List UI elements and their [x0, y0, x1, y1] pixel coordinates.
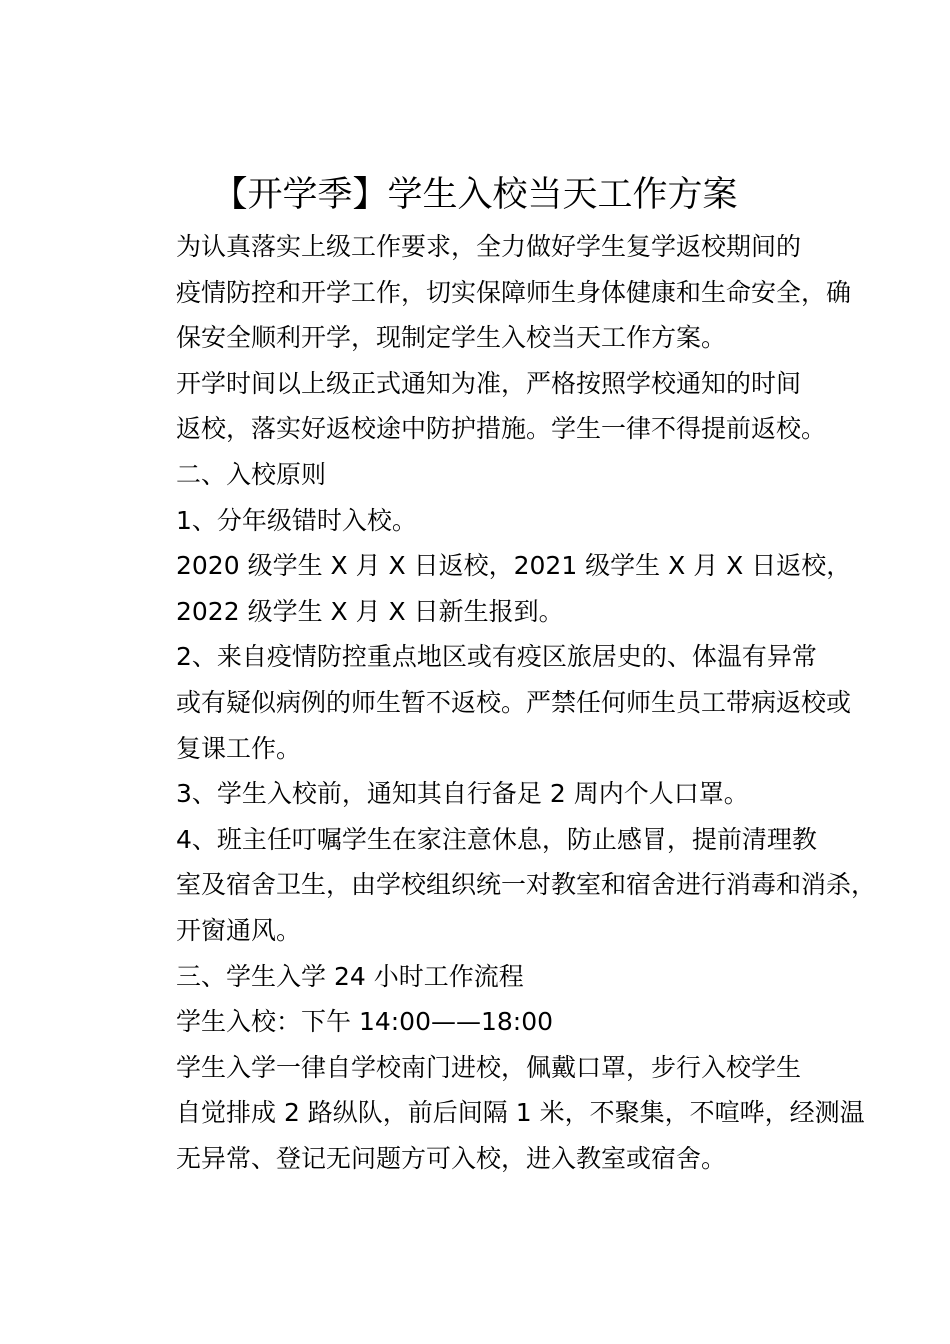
text-line: 室及宿舍卫生，由学校组织统一对教室和宿舍进行消毒和消杀，	[176, 870, 877, 900]
text-line: 或有疑似病例的师生暂不返校。严禁任何师生员工带病返校或	[176, 687, 852, 717]
paragraph-entry-time	[126, 999, 838, 1045]
section-heading-24h-workflow	[126, 954, 838, 1000]
paragraph-intro	[126, 224, 852, 361]
text-line: 2、来自疫情防控重点地区或有疫区旅居史的、体温有异常	[176, 642, 817, 672]
text-line: 4、班主任叮嘱学生在家注意休息，防止感冒，提前清理教	[176, 824, 817, 854]
paragraph-start-time	[126, 361, 838, 452]
list-item-3	[126, 771, 838, 817]
text-line: 疫情防控和开学工作，切实保障师生身体健康和生命安全，确	[176, 277, 852, 307]
text-line: 复课工作。	[176, 733, 302, 763]
text-line: 1、分年级错时入校。	[176, 505, 417, 535]
text-line: 二、入校原则	[176, 459, 327, 489]
text-line: 3、学生入校前，通知其自行备足 2 周内个人口罩。	[176, 779, 749, 809]
text-line: 学生入学一律自学校南门进校，佩戴口罩，步行入校学生	[176, 1052, 802, 1082]
text-line: 为认真落实上级工作要求，全力做好学生复学返校期间的	[176, 232, 802, 261]
text-line: 开学时间以上级正式通知为准，严格按照学校通知的时间	[176, 368, 802, 398]
list-item-4	[126, 817, 877, 954]
paragraph-entry-procedure	[126, 1045, 865, 1182]
paragraph-grade-schedule	[126, 543, 852, 634]
section-heading-entry-principles	[126, 452, 838, 498]
list-item-2	[126, 634, 852, 771]
document-title: 【开学季】学生入校当天工作方案	[212, 175, 738, 215]
text-line: 开窗通风。	[176, 915, 302, 945]
text-line: 返校，落实好返校途中防护措施。学生一律不得提前返校。	[176, 414, 827, 444]
text-line: 2020 级学生 X 月 X 日返校，2021 级学生 X 月 X 日返校，	[176, 551, 852, 581]
text-line: 保安全顺利开学，现制定学生入校当天工作方案。	[176, 323, 727, 353]
list-item-1	[126, 498, 838, 544]
text-line: 自觉排成 2 路纵队，前后间隔 1 米，不聚集，不喧哗，经测温	[176, 1098, 865, 1128]
document-body	[126, 224, 877, 1181]
text-line: 2022 级学生 X 月 X 日新生报到。	[176, 596, 564, 626]
text-line: 三、学生入学 24 小时工作流程	[176, 961, 524, 991]
text-line: 学生入校：下午 14:00——18:00	[176, 1007, 554, 1037]
text-line: 无异常、登记无问题方可入校，进入教室或宿舍。	[176, 1143, 727, 1173]
